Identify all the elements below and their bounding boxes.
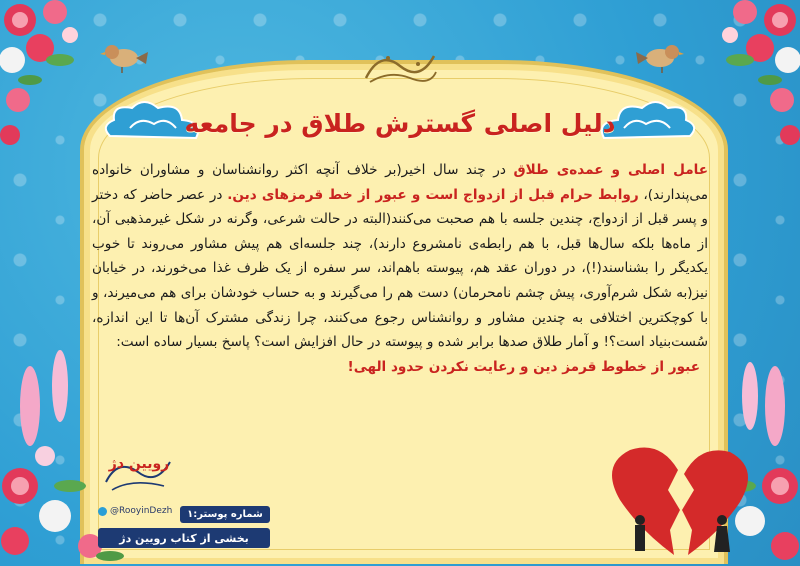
social-handle-text: @RooyinDezh xyxy=(110,506,173,516)
body-text-2: در عصر حاضر که دختر و پسر قبل از ازدواج، چندین جلسه با هم صحبت می‌کنند(البته در حالت شرعی، وگرنه در شکل غیرمذهبی آن، از ماه‌ها بلکه سال‌ها قبل، با هم رابطه‌ی نامشروع دارند)، چند جلسه‌ای هم پیش مشاور می‌روند تا خوب یکدیگر را بشناسند(!)، در دوران عقد هم، پیوسته باهم‌اند، سر سفره از یک ظرف غذا می‌خورند، در خیابان نیز(به شکل شرم‌آوری، پیش چشم نامحرمان) دست هم را می‌گیرند و به حساب خودشان برای هم می‌میرند، و با کوچکترین اختلافی به چندین مشاور و روانشناس رجوع می‌کنند، چرا زندگی مشترک آن‌ها تا این اندازه، سُست‌بنیاد است؟! و آمار طلاق صدها برابر شده و پیوسته در حال افزایش است؟ پاسخ بسیار ساده است: xyxy=(92,186,708,351)
title-band xyxy=(120,102,680,144)
bird-right-icon xyxy=(636,38,686,74)
poster-number-badge: شماره پوستر:۱ xyxy=(180,506,270,523)
conclusion-text: عبور از خطوط قرمز دین و رعایت نکردن حدود الهی! xyxy=(347,358,700,375)
body-text-1: در چند سال اخیر(بر خلاف آنچه اکثر روانشناسان و مشاوران خانواده می‌پندارند)، xyxy=(92,162,709,203)
broken-heart-illustration xyxy=(600,440,760,560)
article-body xyxy=(92,158,708,379)
page-title: دلیل اصلی گسترش طلاق در جامعه xyxy=(184,108,616,138)
social-handle xyxy=(98,506,172,516)
telegram-icon xyxy=(98,507,107,516)
book-label-badge: بخشی از کتاب رویین دژ xyxy=(98,528,270,548)
highlight-forbidden-relations: روابط حرام قبل از ازدواج است و عبور از خط قرمزهای دین. xyxy=(227,186,639,203)
bismillah-calligraphy xyxy=(360,44,440,88)
bird-left-icon xyxy=(98,38,148,74)
highlight-main-cause: عامل اصلی و عمده‌ی طلاق xyxy=(513,162,709,178)
logo-text: رویین دژ xyxy=(108,456,170,472)
